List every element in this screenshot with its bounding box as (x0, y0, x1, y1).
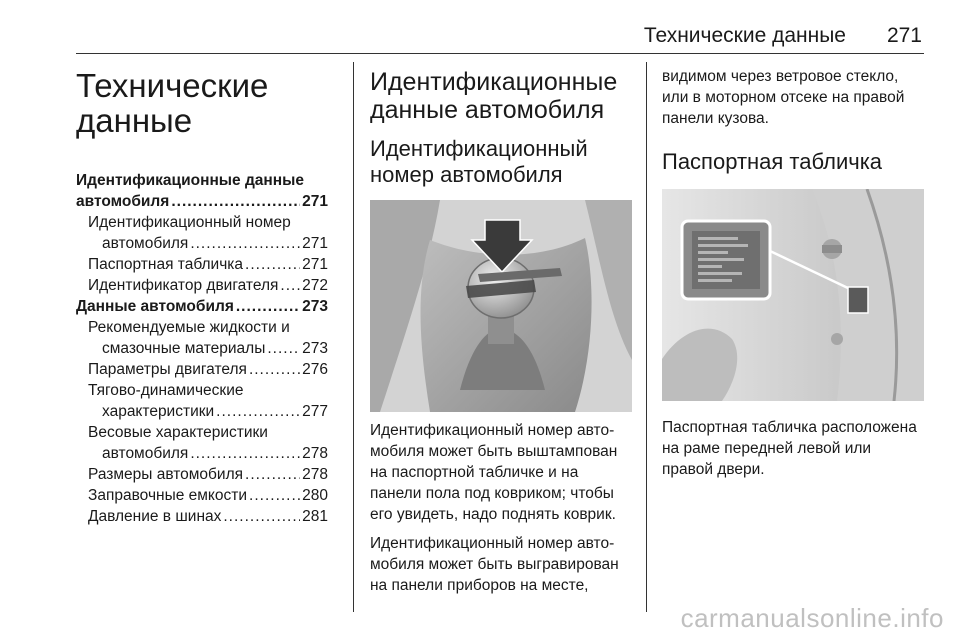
toc-label: Давление в шинах (88, 508, 222, 525)
toc-label: автомобиля (102, 235, 189, 252)
section-title (370, 68, 632, 124)
toc-leader (171, 191, 300, 212)
toc-label: Паспортная табличка (88, 256, 244, 273)
toc-page: 273 (302, 298, 328, 315)
toc-leader (249, 485, 300, 506)
subsection-title-line: номер автомобиля (370, 162, 563, 187)
vin-paragraph-continued: видимом через ветровое стекло, или в моторном отсеке на правой панели кузова. (662, 68, 905, 127)
toc-label: автомобиля (76, 193, 170, 210)
toc-entry-link[interactable] (76, 401, 328, 422)
toc-entry-link[interactable] (76, 485, 328, 506)
toc-page: 271 (302, 256, 328, 273)
toc-page: 276 (302, 361, 328, 378)
chapter-title-line: Технические (76, 67, 269, 104)
running-header (76, 24, 924, 52)
table-of-contents (76, 170, 328, 527)
toc-page: 278 (302, 445, 328, 462)
toc-page: 271 (302, 193, 328, 210)
toc-entry-link[interactable] (76, 464, 328, 485)
toc-entry-link[interactable] (76, 233, 328, 254)
toc-page: 271 (302, 235, 328, 252)
toc-entry-label: Идентификационный номер (88, 214, 291, 231)
toc-label: Размеры автомобиля (88, 466, 244, 483)
toc-page: 277 (302, 403, 328, 420)
toc-leader (267, 338, 300, 359)
subsection-title (370, 136, 632, 188)
header-rule (76, 53, 924, 54)
toc-leader (236, 296, 300, 317)
toc-leader (223, 506, 300, 527)
toc-entry-label: Тягово-динамические (88, 382, 244, 399)
vin-location-illustration (370, 200, 632, 412)
subsection-title: Паспортная табличка (662, 149, 883, 174)
toc-label: Заправочные емкости (88, 487, 248, 504)
plate-column (662, 56, 924, 480)
vin-column (370, 56, 632, 596)
toc-page: 280 (302, 487, 328, 504)
toc-leader (249, 359, 300, 380)
column-divider (353, 62, 354, 612)
toc-leader (245, 254, 300, 275)
toc-leader (280, 275, 300, 296)
vin-paragraph-1: Идентификационный номер авто- мобиля может быть выштампован на паспортной табличке и на панели пола под ковриком; чтобы его увидеть, надо поднять коврик. (370, 422, 618, 523)
section-title-line: данные автомобиля (370, 96, 605, 124)
toc-entry-link[interactable] (76, 275, 328, 296)
subsection-title-line: Идентификационный (370, 136, 588, 161)
door-frame-illustration (662, 189, 924, 401)
toc-page: 273 (302, 340, 328, 357)
chapter-title-line: данные (76, 102, 193, 139)
toc-entry-link[interactable] (76, 254, 328, 275)
vin-paragraph-2: Идентификационный номер авто- мобиля может быть выгравирован на панели приборов на месте, (370, 535, 619, 594)
toc-entry-link[interactable] (76, 359, 328, 380)
column-divider (646, 62, 647, 612)
toc-leader (190, 233, 300, 254)
toc-label: характеристики (102, 403, 215, 420)
toc-heading-label: Идентификационные данные (76, 172, 305, 189)
toc-heading-link[interactable] (76, 191, 328, 212)
toc-heading-link[interactable] (76, 296, 328, 317)
running-header-title: Технические данные (643, 24, 846, 47)
identification-plate-illustration (662, 189, 924, 401)
chapter-title (76, 68, 328, 138)
plate-paragraph: Паспортная табличка расположена на раме передней левой или правой двери. (662, 419, 917, 478)
toc-entry-link[interactable] (76, 443, 328, 464)
toc-page: 278 (302, 466, 328, 483)
page-number: 271 (886, 24, 922, 47)
toc-entry-label: Рекомендуемые жидкости и (88, 319, 290, 336)
toc-leader (190, 443, 300, 464)
toc-label: Данные автомобиля (76, 298, 234, 315)
watermark: carmanualsonline.info (680, 603, 944, 633)
toc-label: Параметры двигателя (88, 361, 247, 378)
toc-label: смазочные материалы (102, 340, 266, 357)
toc-column (76, 56, 328, 527)
toc-entry-label: Весовые характеристики (88, 424, 268, 441)
section-title-line: Идентификационные (370, 68, 618, 96)
toc-entry-link[interactable] (76, 338, 328, 359)
toc-label: автомобиля (102, 445, 189, 462)
toc-page: 272 (302, 277, 328, 294)
toc-page: 281 (302, 508, 328, 525)
toc-entry-link[interactable] (76, 506, 328, 527)
toc-leader (216, 401, 300, 422)
gear-shifter-illustration (370, 200, 632, 412)
toc-label: Идентификатор двигателя (88, 277, 279, 294)
toc-leader (245, 464, 300, 485)
